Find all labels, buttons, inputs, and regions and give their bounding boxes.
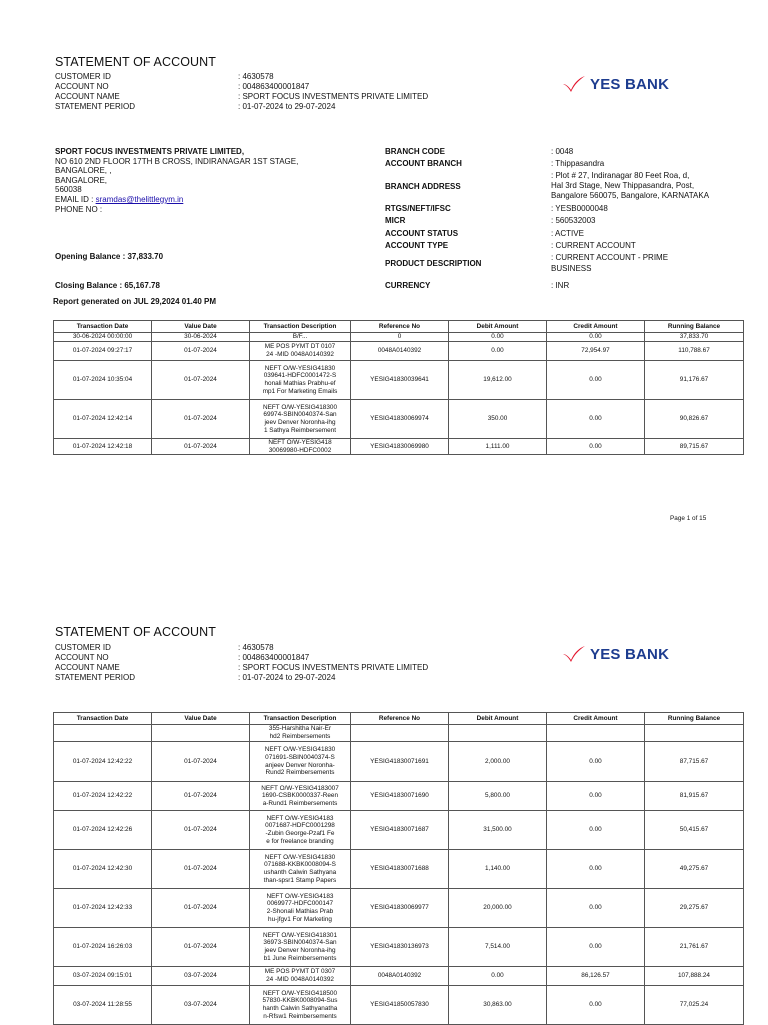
credit-cell bbox=[547, 725, 645, 742]
description-header: Transaction Description bbox=[250, 713, 351, 725]
table-row bbox=[54, 439, 744, 455]
debit-cell: 0.00 bbox=[449, 333, 547, 342]
table-row bbox=[54, 986, 744, 1025]
reference-header: Reference No bbox=[351, 713, 449, 725]
value-date-cell: 01-07-2024 bbox=[152, 889, 250, 928]
credit-cell: 0.00 bbox=[547, 889, 645, 928]
value-date-cell: 01-07-2024 bbox=[152, 811, 250, 850]
value-date-cell: 03-07-2024 bbox=[152, 986, 250, 1025]
transaction-date-cell: 01-07-2024 12:42:33 bbox=[54, 889, 152, 928]
currency-value: : INR bbox=[551, 281, 570, 290]
description-line: 1690-CSBK0000337-Reen bbox=[261, 792, 339, 800]
debit-cell: 1,111.00 bbox=[449, 439, 547, 455]
branch-address-line: Bangalore 560075, Bangalore, KARNATAKA bbox=[551, 191, 710, 200]
balance-cell: 81,915.67 bbox=[645, 782, 744, 811]
value-date-cell: 03-07-2024 bbox=[152, 967, 250, 986]
reference-cell: YESIG41830069980 bbox=[351, 439, 449, 455]
value-date-cell bbox=[152, 725, 250, 742]
debit-cell: 7,514.00 bbox=[449, 928, 547, 967]
table-row bbox=[54, 967, 744, 986]
balance-cell: 91,176.67 bbox=[645, 361, 744, 400]
value-date-cell: 01-07-2024 bbox=[152, 439, 250, 455]
description-cell bbox=[250, 986, 351, 1025]
transaction-date-cell: 01-07-2024 12:42:22 bbox=[54, 782, 152, 811]
transaction-date-cell: 01-07-2024 12:42:14 bbox=[54, 400, 152, 439]
transaction-date-cell: 01-07-2024 12:42:18 bbox=[54, 439, 152, 455]
statement-period-label: STATEMENT PERIOD bbox=[55, 102, 136, 111]
table-row bbox=[54, 811, 744, 850]
product-description-value: : CURRENT ACCOUNT - PRIME bbox=[551, 253, 669, 262]
branch-address-line: : Plot # 27, Indiranagar 80 Feet Roa, d, bbox=[551, 171, 690, 180]
account-branch-value: : Thippasandra bbox=[551, 159, 605, 168]
description-line: NEFT O/W-YESIG41830 bbox=[264, 746, 336, 754]
description-line: 0071687-HDFC0001298 bbox=[265, 822, 335, 830]
credit-cell: 72,954.97 bbox=[547, 342, 645, 361]
credit-cell: 0.00 bbox=[547, 850, 645, 889]
reference-cell: YESIG41830069977 bbox=[351, 889, 449, 928]
customer-id-label: CUSTOMER ID bbox=[55, 72, 111, 81]
account-no-label: ACCOUNT NO bbox=[55, 653, 109, 662]
description-cell bbox=[250, 850, 351, 889]
description-line: ME POS PYMT DT 0107 bbox=[264, 343, 336, 351]
description-cell bbox=[250, 333, 351, 342]
debit-cell: 20,000.00 bbox=[449, 889, 547, 928]
credit-cell: 0.00 bbox=[547, 742, 645, 782]
description-cell bbox=[250, 782, 351, 811]
credit-cell: 0.00 bbox=[547, 928, 645, 967]
credit-cell: 0.00 bbox=[547, 400, 645, 439]
description-line: e for freelance branding bbox=[266, 837, 334, 845]
micr-value: : 560532003 bbox=[551, 216, 596, 225]
debit-cell: 31,500.00 bbox=[449, 811, 547, 850]
value-date-cell: 01-07-2024 bbox=[152, 361, 250, 400]
micr-label: MICR bbox=[385, 216, 406, 225]
account-no-label: ACCOUNT NO bbox=[55, 82, 109, 91]
description-line: NEFT O/W-YESIG41830 bbox=[264, 853, 336, 861]
description-line: 24 -MID 0048A0140392 bbox=[266, 976, 334, 983]
description-cell bbox=[250, 439, 351, 455]
credit-cell: 0.00 bbox=[547, 782, 645, 811]
table-row bbox=[54, 928, 744, 967]
value-date-cell: 01-07-2024 bbox=[152, 400, 250, 439]
transaction-date-cell: 03-07-2024 11:28:55 bbox=[54, 986, 152, 1025]
statement-period-label: STATEMENT PERIOD bbox=[55, 673, 136, 682]
value-date-cell: 01-07-2024 bbox=[152, 850, 250, 889]
transactions-table bbox=[53, 712, 744, 1025]
table-row bbox=[54, 850, 744, 889]
credit-cell: 0.00 bbox=[547, 811, 645, 850]
description-line: 30069980-HDFC0002 bbox=[268, 446, 332, 454]
email-row bbox=[55, 195, 298, 205]
reference-cell: YESIG41830069974 bbox=[351, 400, 449, 439]
reference-header: Reference No bbox=[351, 321, 449, 333]
account-name-label: ACCOUNT NAME bbox=[55, 663, 120, 672]
description-line: ME POS PYMT DT 0307 bbox=[264, 968, 336, 976]
table-row bbox=[54, 725, 744, 742]
description-cell bbox=[250, 361, 351, 400]
transaction-date-cell: 01-07-2024 12:42:26 bbox=[54, 811, 152, 850]
table-row bbox=[54, 342, 744, 361]
transaction-date-cell: 01-07-2024 12:42:22 bbox=[54, 742, 152, 782]
statement-title: STATEMENT OF ACCOUNT bbox=[55, 55, 217, 69]
account-status-value: : ACTIVE bbox=[551, 229, 584, 238]
description-cell bbox=[250, 811, 351, 850]
reference-cell: YESIG41830071690 bbox=[351, 782, 449, 811]
value-date-header: Value Date bbox=[152, 713, 250, 725]
transaction-date-cell: 01-07-2024 12:42:30 bbox=[54, 850, 152, 889]
reference-cell: YESIG41830071688 bbox=[351, 850, 449, 889]
debit-cell: 19,612.00 bbox=[449, 361, 547, 400]
description-line: 355-Harshitha Nair-Er bbox=[268, 725, 332, 733]
statement-period-value: : 01-07-2024 to 29-07-2024 bbox=[238, 102, 336, 111]
opening-balance: Opening Balance : 37,833.70 bbox=[55, 252, 164, 261]
address-line: NO 610 2ND FLOOR 17TH B CROSS, INDIRANAGAR 1ST STAGE, bbox=[55, 156, 299, 166]
description-cell bbox=[250, 400, 351, 439]
report-generated: Report generated on JUL 29,2024 01.40 PM bbox=[53, 297, 217, 306]
address-line: 560038 bbox=[55, 185, 82, 195]
description-line: 57830-KKBK0008094-Sus bbox=[262, 997, 338, 1005]
credit-cell: 0.00 bbox=[547, 439, 645, 455]
description-line: 69974-SBIN0040374-San bbox=[263, 411, 337, 419]
description-line: anjeev Denver Noronha- bbox=[265, 761, 335, 769]
description-line: NEFT O/W-YESIG41830 bbox=[264, 364, 336, 372]
table-row bbox=[54, 782, 744, 811]
account-name-value: : SPORT FOCUS INVESTMENTS PRIVATE LIMITED bbox=[238, 92, 429, 101]
value-date-cell: 01-07-2024 bbox=[152, 928, 250, 967]
description-line: 2-Shonali Mathias Prab bbox=[266, 908, 334, 915]
phone-label: PHONE NO : bbox=[55, 204, 103, 214]
reference-cell: YESIG41830071691 bbox=[351, 742, 449, 782]
description-line: mp1 For Marketing Emails bbox=[262, 387, 338, 395]
description-line: b1 June Reimbersements bbox=[263, 954, 337, 962]
description-line: 071688-KKBK0008094-S bbox=[264, 861, 336, 869]
debit-cell: 5,800.00 bbox=[449, 782, 547, 811]
table-header-row bbox=[54, 713, 744, 725]
reference-cell: YESIG41830136973 bbox=[351, 928, 449, 967]
table-row bbox=[54, 742, 744, 782]
description-line: NEFT O/W-YESIG418 bbox=[268, 439, 332, 446]
transaction-date-cell bbox=[54, 725, 152, 742]
description-line: jeev Denver Noronha-ihg bbox=[264, 947, 336, 954]
description-line: Rund2 Reimbersements bbox=[265, 769, 335, 777]
reference-cell: YESIG41830039641 bbox=[351, 361, 449, 400]
account-no-value: : 004863400001847 bbox=[238, 653, 310, 662]
description-line: honali Mathias Prabhu-ef bbox=[264, 380, 336, 387]
credit-cell: 0.00 bbox=[547, 986, 645, 1025]
transaction-date-cell: 30-06-2024 00:00:00 bbox=[54, 333, 152, 342]
account-no-value: : 004863400001847 bbox=[238, 82, 310, 91]
transaction-date-cell: 01-07-2024 16:26:03 bbox=[54, 928, 152, 967]
description-line: NEFT O/W-YESIG418500 bbox=[263, 989, 337, 997]
debit-cell bbox=[449, 725, 547, 742]
description-line: 071691-SBIN0040374-S bbox=[265, 753, 335, 761]
bank-name: YES BANK bbox=[590, 75, 670, 93]
balance-cell: 89,715.67 bbox=[645, 439, 744, 455]
account-name-label: ACCOUNT NAME bbox=[55, 92, 120, 101]
balance-cell: 29,275.67 bbox=[645, 889, 744, 928]
reference-cell bbox=[351, 725, 449, 742]
table-row bbox=[54, 333, 744, 342]
customer-id-value: : 4630578 bbox=[238, 72, 274, 81]
description-line: -Zubin George-Pzaf1 Fe bbox=[265, 830, 335, 837]
customer-address-block bbox=[55, 147, 298, 214]
balance-cell: 90,826.67 bbox=[645, 400, 744, 439]
transaction-date-header: Transaction Date bbox=[54, 713, 152, 725]
reference-cell: 0048A0140392 bbox=[351, 342, 449, 361]
transaction-date-cell: 01-07-2024 09:27:17 bbox=[54, 342, 152, 361]
description-line: NEFT O/W-YESIG4183007 bbox=[261, 784, 339, 792]
reference-cell: YESIG41850057830 bbox=[351, 986, 449, 1025]
account-type-value: : CURRENT ACCOUNT bbox=[551, 241, 636, 250]
ifsc-label: RTGS/NEFT/IFSC bbox=[385, 204, 451, 213]
debit-cell: 2,000.00 bbox=[449, 742, 547, 782]
description-line: 1 Sathya Reimbersement bbox=[263, 426, 337, 434]
description-line: NEFT O/W-YESIG4183 bbox=[266, 892, 334, 900]
tick-logo-icon bbox=[562, 645, 586, 663]
description-line: jeev Denver Noronha-ihg bbox=[264, 419, 336, 426]
debit-header: Debit Amount bbox=[449, 321, 547, 333]
email-label: EMAIL ID : bbox=[55, 194, 96, 204]
statement-period-value: : 01-07-2024 to 29-07-2024 bbox=[238, 673, 336, 682]
balance-cell: 50,415.67 bbox=[645, 811, 744, 850]
description-line: a-Rund1 Reimbersements bbox=[262, 799, 338, 807]
transactions-table bbox=[53, 320, 744, 455]
description-line: 24 -MID 0048A0140392 bbox=[266, 351, 334, 358]
description-line: B/F... bbox=[292, 333, 308, 341]
balance-cell: 87,715.67 bbox=[645, 742, 744, 782]
credit-cell: 86,126.57 bbox=[547, 967, 645, 986]
description-cell bbox=[250, 967, 351, 986]
closing-balance: Closing Balance : 65,167.78 bbox=[55, 281, 160, 290]
description-line: hu-jfgv1 For Marketing bbox=[268, 915, 332, 923]
balance-cell: 110,788.67 bbox=[645, 342, 744, 361]
transaction-date-header: Transaction Date bbox=[54, 321, 152, 333]
account-type-label: ACCOUNT TYPE bbox=[385, 241, 449, 250]
reference-cell: YESIG41830071687 bbox=[351, 811, 449, 850]
account-branch-label: ACCOUNT BRANCH bbox=[385, 159, 462, 168]
bank-name: YES BANK bbox=[590, 645, 670, 663]
description-line: hd2 Reimbersements bbox=[269, 733, 331, 740]
product-description-value: BUSINESS bbox=[551, 264, 592, 273]
yes-bank-logo bbox=[562, 645, 669, 663]
balance-cell: 49,275.67 bbox=[645, 850, 744, 889]
description-line: hanth Calwin Sathyanatha bbox=[262, 1005, 338, 1012]
credit-cell: 0.00 bbox=[547, 361, 645, 400]
balance-header: Running Balance bbox=[645, 321, 744, 333]
page-number: Page 1 of 15 bbox=[670, 515, 707, 522]
balance-cell: 107,888.24 bbox=[645, 967, 744, 986]
balance-cell: 21,761.67 bbox=[645, 928, 744, 967]
reference-cell: 0 bbox=[351, 333, 449, 342]
product-description-label: PRODUCT DESCRIPTION bbox=[385, 259, 482, 268]
credit-cell: 0.00 bbox=[547, 333, 645, 342]
branch-code-value: : 0048 bbox=[551, 147, 574, 156]
debit-cell: 0.00 bbox=[449, 342, 547, 361]
balance-header: Running Balance bbox=[645, 713, 744, 725]
table-row bbox=[54, 889, 744, 928]
value-date-cell: 01-07-2024 bbox=[152, 342, 250, 361]
transaction-date-cell: 01-07-2024 10:35:04 bbox=[54, 361, 152, 400]
account-status-label: ACCOUNT STATUS bbox=[385, 229, 459, 238]
branch-address-line: Hal 3rd Stage, New Thippasandra, Post, bbox=[551, 181, 695, 190]
description-line: NEFT O/W-YESIG418301 bbox=[263, 931, 337, 939]
description-line: than-spsr1 Stamp Papers bbox=[263, 876, 337, 884]
value-date-cell: 01-07-2024 bbox=[152, 782, 250, 811]
value-date-cell: 30-06-2024 bbox=[152, 333, 250, 342]
email-link[interactable]: sramdas@thelittlegym.in bbox=[95, 194, 184, 204]
address-line: BANGALORE, bbox=[55, 175, 108, 185]
description-cell bbox=[250, 742, 351, 782]
ifsc-value: : YESB0000048 bbox=[551, 204, 608, 213]
description-line: NEFT O/W-YESIG4183 bbox=[266, 814, 334, 822]
credit-header: Credit Amount bbox=[547, 321, 645, 333]
account-info-values bbox=[238, 643, 428, 683]
description-line: NEFT O/W-YESIG418300 bbox=[263, 403, 337, 411]
debit-cell: 0.00 bbox=[449, 967, 547, 986]
description-cell bbox=[250, 928, 351, 967]
yes-bank-logo bbox=[562, 75, 669, 93]
customer-id-value: : 4630578 bbox=[238, 643, 274, 652]
table-row bbox=[54, 400, 744, 439]
balance-cell bbox=[645, 725, 744, 742]
debit-cell: 350.00 bbox=[449, 400, 547, 439]
description-cell bbox=[250, 725, 351, 742]
account-info-labels bbox=[55, 643, 135, 683]
description-line: 039641-HDFC0001472-S bbox=[263, 372, 337, 380]
currency-label: CURRENCY bbox=[385, 281, 431, 290]
debit-cell: 30,863.00 bbox=[449, 986, 547, 1025]
account-info-values bbox=[238, 72, 428, 112]
table-row bbox=[54, 361, 744, 400]
description-line: n-Rfsw1 Reimbersements bbox=[263, 1012, 337, 1020]
description-line: ushanth Calwin Sathyana bbox=[263, 869, 337, 876]
customer-id-label: CUSTOMER ID bbox=[55, 643, 111, 652]
credit-header: Credit Amount bbox=[547, 713, 645, 725]
description-line: 0069977-HDFC000147 bbox=[266, 900, 334, 908]
branch-code-label: BRANCH CODE bbox=[385, 147, 445, 156]
debit-cell: 1,140.00 bbox=[449, 850, 547, 889]
customer-name: SPORT FOCUS INVESTMENTS PRIVATE LIMITED, bbox=[55, 147, 245, 156]
description-line: 36973-SBIN0040374-San bbox=[263, 939, 337, 947]
debit-header: Debit Amount bbox=[449, 713, 547, 725]
description-cell bbox=[250, 342, 351, 361]
statement-page-2 bbox=[0, 570, 768, 1024]
account-name-value: : SPORT FOCUS INVESTMENTS PRIVATE LIMITED bbox=[238, 663, 429, 672]
table-header-row bbox=[54, 321, 744, 333]
value-date-header: Value Date bbox=[152, 321, 250, 333]
address-line: BANGALORE, , bbox=[55, 166, 112, 176]
tick-logo-icon bbox=[562, 75, 586, 93]
balance-cell: 77,025.24 bbox=[645, 986, 744, 1025]
statement-title: STATEMENT OF ACCOUNT bbox=[55, 625, 217, 639]
account-info-labels bbox=[55, 72, 135, 112]
description-header: Transaction Description bbox=[250, 321, 351, 333]
value-date-cell: 01-07-2024 bbox=[152, 742, 250, 782]
reference-cell: 0048A0140392 bbox=[351, 967, 449, 986]
description-cell bbox=[250, 889, 351, 928]
balance-cell: 37,833.70 bbox=[645, 333, 744, 342]
transaction-date-cell: 03-07-2024 09:15:01 bbox=[54, 967, 152, 986]
branch-address-label: BRANCH ADDRESS bbox=[385, 182, 461, 191]
